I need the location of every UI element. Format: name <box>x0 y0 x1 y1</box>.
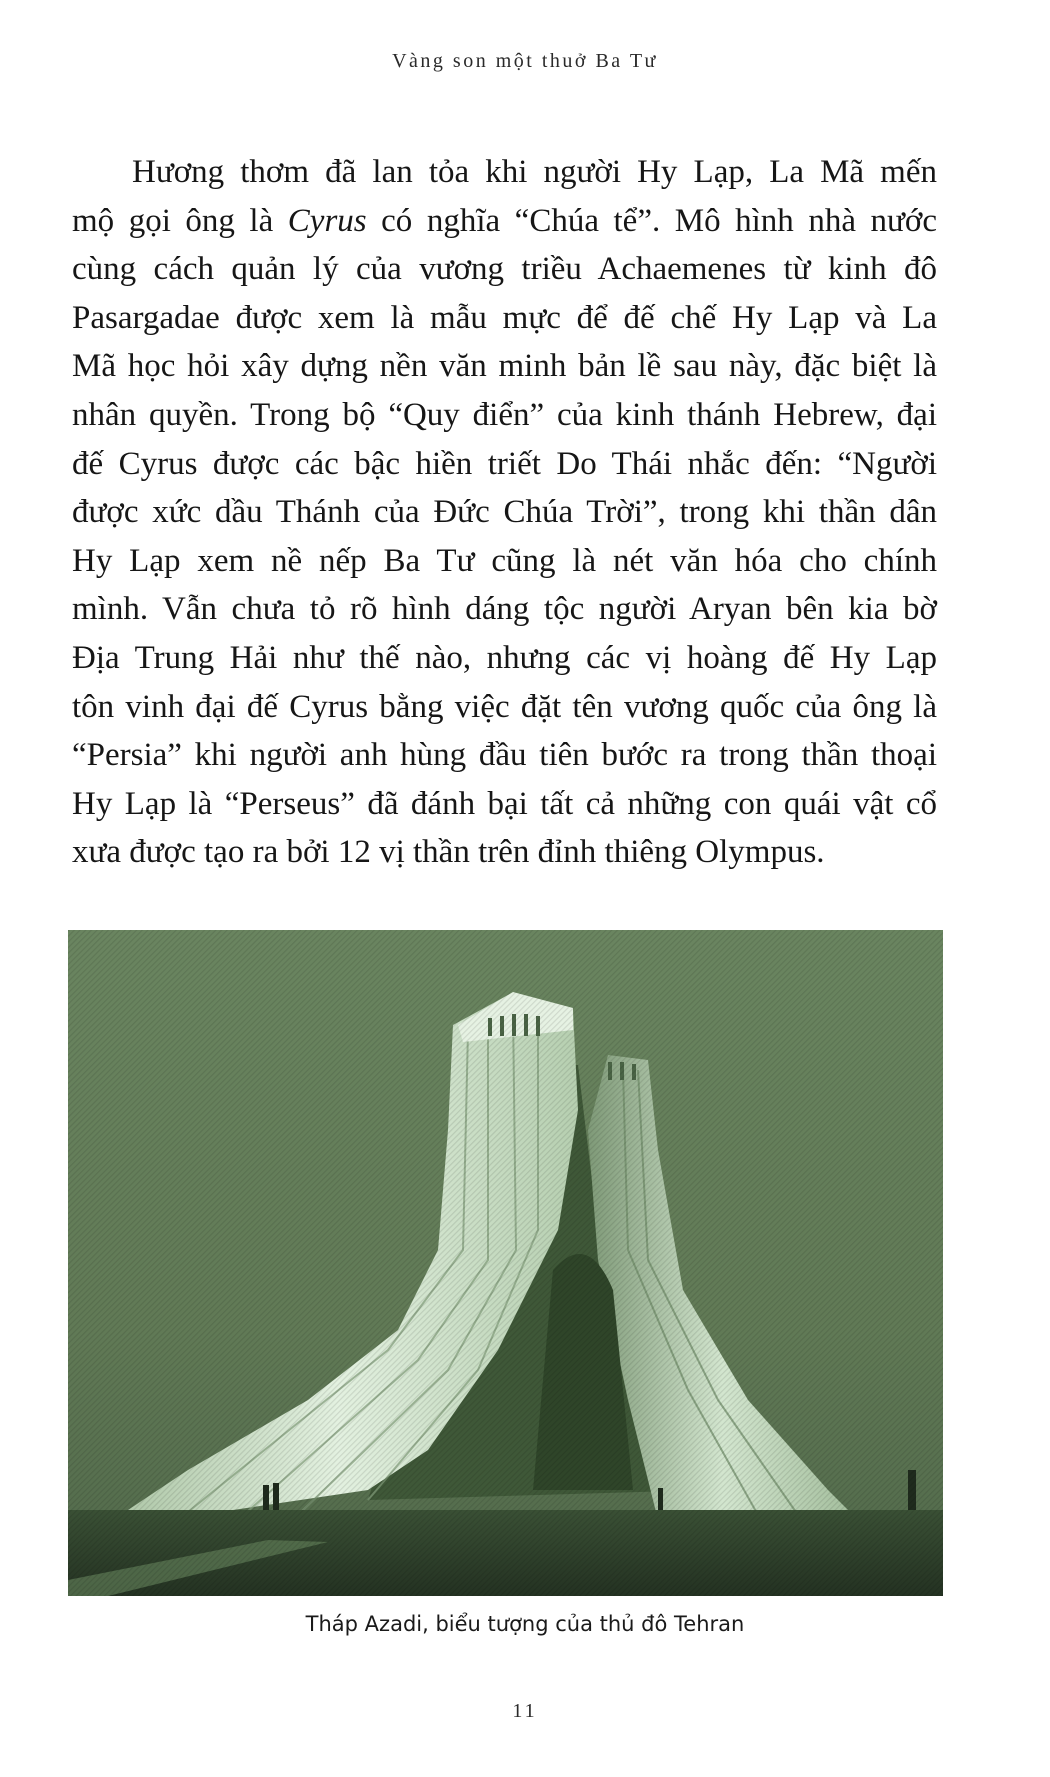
text-line: Hương thơm đã lan tỏa khi người Hy Lạp, La Mã mến <box>132 154 937 190</box>
text-line: Pasargadae được xem là mẫu mực để đế chế Hy Lạp và La <box>72 299 937 336</box>
text-line: tôn vinh đại đế Cyrus bằng việc đặt tên vương quốc của ông là <box>72 688 937 725</box>
text-line: đế Cyrus được các bậc hiền triết Do Thái nhắc đến: “Người <box>72 445 937 482</box>
azadi-tower-photo <box>68 930 943 1596</box>
text-line: Địa Trung Hải như thế nào, nhưng các vị hoàng đế Hy Lạp <box>72 639 937 676</box>
page-number: 11 <box>512 1700 538 1722</box>
text-line: Mã học hỏi xây dựng nền văn minh bản lề sau này, đặc biệt là <box>72 348 937 385</box>
text-fragment: mộ gọi ông là <box>72 202 288 239</box>
text-line: Hy Lạp xem nề nếp Ba Tư cũng là nét văn hóa cho chính <box>72 542 937 579</box>
halftone-overlay <box>68 930 943 1596</box>
text-line: được xức dầu Thánh của Đức Chúa Trời”, trong khi thần dân <box>72 494 937 531</box>
text-line: cùng cách quản lý của vương triều Achaemenes từ kinh đô <box>72 251 937 288</box>
text-line: nhân quyền. Trong bộ “Quy điển” của kinh thánh Hebrew, đại <box>72 396 937 433</box>
italic-term: Cyrus <box>287 202 367 239</box>
text-line: Hy Lạp là “Perseus” đã đánh bại tất cả những con quái vật cổ <box>72 785 937 822</box>
text-line: mình. Vẫn chưa tỏ rõ hình dáng tộc người Aryan bên kia bờ <box>72 591 937 628</box>
text-line: “Persia” khi người anh hùng đầu tiên bước ra trong thần thoại <box>72 737 937 774</box>
text-line <box>72 197 937 246</box>
body-paragraph <box>72 148 937 877</box>
figure-caption: Tháp Azadi, biểu tượng của thủ đô Tehran <box>305 1612 745 1636</box>
running-header-title: Vàng son một thuở Ba Tư <box>392 50 658 72</box>
text-line: xưa được tạo ra bởi 12 vị thần trên đỉnh thiêng Olympus. <box>72 834 825 871</box>
text-fragment: có nghĩa “Chúa tể”. Mô hình nhà nước <box>366 202 937 239</box>
tower-illustration <box>68 930 943 1596</box>
